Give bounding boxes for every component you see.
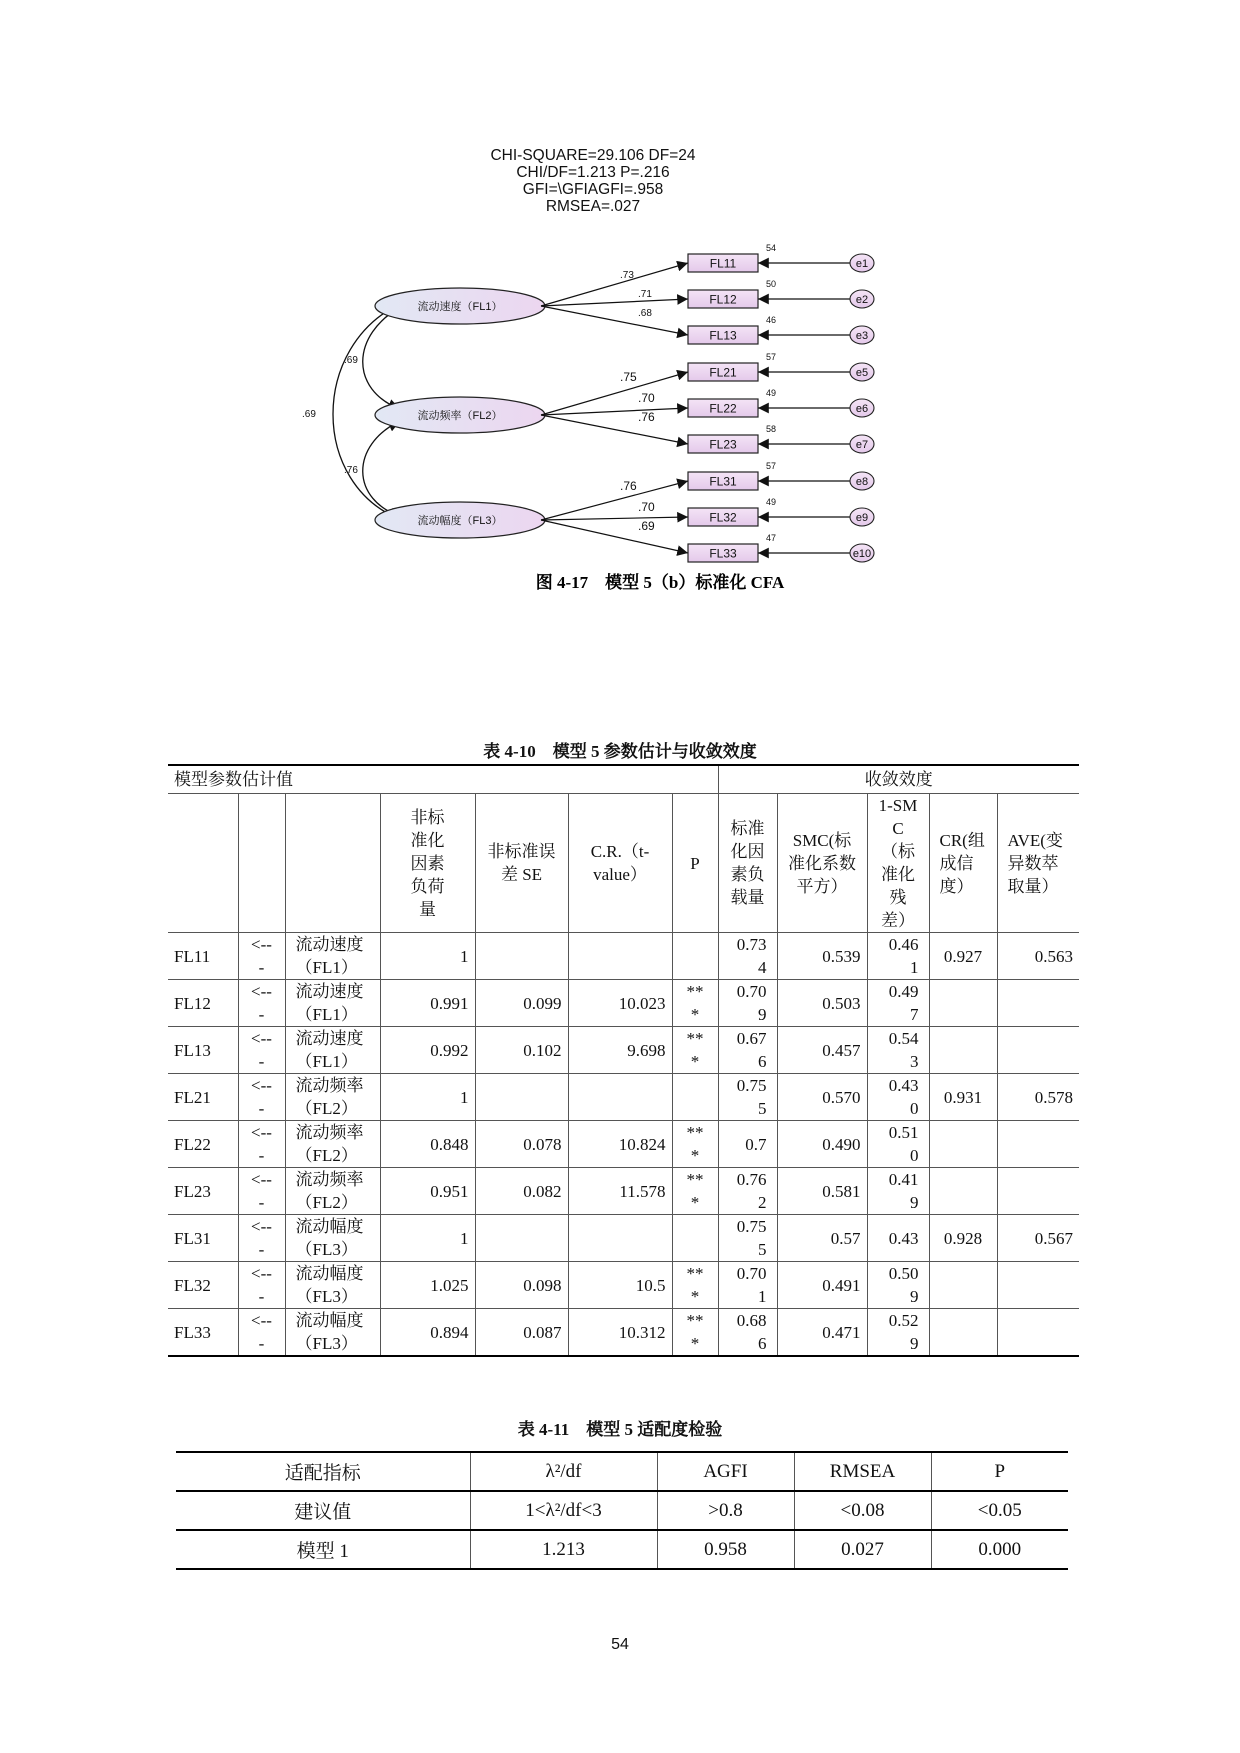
cell-factor: 流动幅度（FL3）	[285, 1215, 380, 1262]
header-ave: AVE(变异数萃取量）	[997, 794, 1079, 933]
cfa-diagram	[302, 147, 1000, 645]
cell-factor: 流动频率（FL2）	[285, 1168, 380, 1215]
error-label: e1	[855, 258, 869, 270]
loading-path	[541, 306, 688, 335]
loading-label: .69	[638, 519, 655, 533]
table-row	[168, 1309, 1079, 1357]
r-squared-label: 46	[766, 315, 777, 325]
cell-est: 0.992	[380, 1027, 475, 1074]
indicator-label: FL23	[709, 437, 737, 452]
error-label: e10	[852, 548, 872, 560]
loading-label: .68	[638, 308, 652, 319]
cell-est: 0.991	[380, 980, 475, 1027]
cell-ave	[997, 980, 1079, 1027]
table-row	[168, 1074, 1079, 1121]
corr-fl1-fl2-label: .69	[344, 355, 358, 366]
table-row	[168, 980, 1079, 1027]
cell-one-smc: 0.497	[867, 980, 929, 1027]
cell-smc: 0.491	[777, 1262, 867, 1309]
cell-p	[672, 933, 718, 980]
fit-cell: 0.000	[931, 1530, 1068, 1569]
error-label: e8	[855, 476, 869, 488]
cell-std: 0.676	[718, 1027, 777, 1074]
cell-arrow: <---	[238, 1168, 285, 1215]
loading-label: .70	[638, 500, 655, 514]
cell-smc: 0.539	[777, 933, 867, 980]
cell-cr2	[929, 980, 997, 1027]
loading-path	[541, 481, 688, 520]
table-row	[168, 933, 1079, 980]
fit-cell: 1.213	[470, 1530, 657, 1569]
cell-one-smc: 0.430	[867, 1074, 929, 1121]
latent-label: 流动频率（FL2）	[417, 410, 503, 422]
loading-path	[541, 517, 688, 520]
cell-cr: 9.698	[568, 1027, 672, 1074]
cell-est: 1	[380, 933, 475, 980]
r-squared-label: 57	[766, 461, 777, 471]
latent-label: 流动幅度（FL3）	[417, 515, 503, 527]
cell-ave	[997, 1027, 1079, 1074]
cell-item: FL11	[168, 933, 238, 980]
fit-cell: >0.8	[657, 1491, 794, 1530]
cell-p: ***	[672, 1168, 718, 1215]
cell-arrow: <---	[238, 933, 285, 980]
loading-label: .76	[638, 410, 655, 424]
cell-std: 0.7	[718, 1121, 777, 1168]
indicator-label: FL11	[709, 256, 737, 271]
cell-ave: 0.563	[997, 933, 1079, 980]
cell-item: FL22	[168, 1121, 238, 1168]
cell-se: 0.102	[475, 1027, 568, 1074]
group-header-convergence: 收敛效度	[718, 765, 1079, 794]
error-label: e9	[855, 512, 869, 524]
cell-cr2	[929, 1121, 997, 1168]
header-std-loading: 标准化因素负载量	[718, 794, 777, 933]
table-row	[168, 1027, 1079, 1074]
error-label: e7	[855, 439, 869, 451]
cell-item: FL33	[168, 1309, 238, 1357]
cell-factor: 流动频率（FL2）	[285, 1121, 380, 1168]
cell-one-smc: 0.509	[867, 1262, 929, 1309]
indicator-label: FL31	[709, 474, 737, 489]
cell-one-smc: 0.510	[867, 1121, 929, 1168]
cell-std: 0.755	[718, 1215, 777, 1262]
cell-smc: 0.570	[777, 1074, 867, 1121]
cell-se: 0.087	[475, 1309, 568, 1357]
cell-cr	[568, 1074, 672, 1121]
cell-se: 0.082	[475, 1168, 568, 1215]
fit-cell: 模型 1	[176, 1530, 470, 1569]
cell-cr2: 0.927	[929, 933, 997, 980]
fit-header-cell: P	[931, 1452, 1068, 1491]
cell-arrow: <---	[238, 1027, 285, 1074]
header-p: P	[672, 794, 718, 933]
cell-factor: 流动频率（FL2）	[285, 1074, 380, 1121]
fit-header-cell: RMSEA	[794, 1452, 931, 1491]
cell-one-smc: 0.419	[867, 1168, 929, 1215]
error-label: e6	[855, 403, 869, 415]
cell-factor: 流动幅度（FL3）	[285, 1309, 380, 1357]
cell-p: ***	[672, 1027, 718, 1074]
cell-smc: 0.471	[777, 1309, 867, 1357]
loading-label: .75	[620, 370, 637, 384]
indicator-label: FL32	[709, 510, 737, 525]
cell-cr	[568, 1215, 672, 1262]
cell-ave	[997, 1168, 1079, 1215]
error-label: e5	[855, 367, 869, 379]
table-row	[168, 1215, 1079, 1262]
cell-cr: 10.023	[568, 980, 672, 1027]
correlation-arrow-fl1-fl2	[363, 306, 402, 409]
table-row	[176, 1530, 1068, 1569]
fit-header-cell: λ²/df	[470, 1452, 657, 1491]
r-squared-label: 54	[766, 243, 777, 253]
fit-stat-line: GFI=\GFIAGFI=.958	[522, 181, 664, 198]
r-squared-label: 58	[766, 424, 777, 434]
fit-cell: 0.027	[794, 1530, 931, 1569]
cell-arrow: <---	[238, 1215, 285, 1262]
cell-arrow: <---	[238, 1121, 285, 1168]
indicator-label: FL33	[709, 546, 737, 561]
page-number: 54	[611, 1636, 629, 1653]
cell-cr: 10.5	[568, 1262, 672, 1309]
header-cr: CR(组成信度）	[929, 794, 997, 933]
cell-item: FL12	[168, 980, 238, 1027]
cell-ave: 0.578	[997, 1074, 1079, 1121]
indicator-label: FL22	[709, 401, 737, 416]
loading-label: .70	[638, 391, 655, 405]
cell-ave: 0.567	[997, 1215, 1079, 1262]
header-smc: SMC(标准化系数平方）	[777, 794, 867, 933]
cell-smc: 0.57	[777, 1215, 867, 1262]
cell-item: FL13	[168, 1027, 238, 1074]
cell-cr2	[929, 1262, 997, 1309]
fit-header-cell: 适配指标	[176, 1452, 470, 1491]
loading-label: .76	[620, 479, 637, 493]
table-4-10-caption: 表 4-10 模型 5 参数估计与收敛效度	[483, 742, 757, 761]
cell-p	[672, 1074, 718, 1121]
cell-item: FL23	[168, 1168, 238, 1215]
cell-est: 0.848	[380, 1121, 475, 1168]
table-row	[168, 1168, 1079, 1215]
cell-est: 1	[380, 1074, 475, 1121]
cell-se	[475, 1074, 568, 1121]
cell-se	[475, 933, 568, 980]
cell-cr2	[929, 1027, 997, 1074]
cell-std: 0.709	[718, 980, 777, 1027]
cell-se	[475, 1215, 568, 1262]
cell-arrow: <---	[238, 1262, 285, 1309]
r-squared-label: 57	[766, 352, 777, 362]
table-row	[168, 1262, 1079, 1309]
indicator-label: FL21	[709, 365, 737, 380]
r-squared-label: 49	[766, 497, 777, 507]
cell-item: FL32	[168, 1262, 238, 1309]
cell-factor: 流动速度（FL1）	[285, 980, 380, 1027]
cell-smc: 0.503	[777, 980, 867, 1027]
correlation-arrow-fl2-fl3	[363, 421, 402, 517]
cell-cr: 10.312	[568, 1309, 672, 1357]
cell-ave	[997, 1262, 1079, 1309]
cell-smc: 0.490	[777, 1121, 867, 1168]
cell-cr: 11.578	[568, 1168, 672, 1215]
cell-cr: 10.824	[568, 1121, 672, 1168]
table-4-10	[168, 764, 1079, 1357]
cell-p: ***	[672, 1262, 718, 1309]
fit-cell: 0.958	[657, 1530, 794, 1569]
cell-ave	[997, 1309, 1079, 1357]
table-row	[168, 1121, 1079, 1168]
cell-se: 0.098	[475, 1262, 568, 1309]
cell-std: 0.755	[718, 1074, 777, 1121]
corr-fl2-fl3-label: .76	[344, 465, 358, 476]
loading-label: .73	[620, 270, 634, 281]
fit-stat-line: CHI-SQUARE=29.106 DF=24	[490, 147, 696, 164]
cell-cr2	[929, 1309, 997, 1357]
loading-path	[541, 415, 688, 444]
cell-arrow: <---	[238, 1309, 285, 1357]
group-header-params: 模型参数估计值	[168, 765, 718, 794]
cell-se: 0.099	[475, 980, 568, 1027]
cell-cr	[568, 933, 672, 980]
cell-std: 0.734	[718, 933, 777, 980]
fit-cell: 1<λ²/df<3	[470, 1491, 657, 1530]
error-label: e3	[855, 330, 869, 342]
cell-item: FL21	[168, 1074, 238, 1121]
cfa-svg	[302, 147, 1000, 645]
header-cr-tvalue: C.R.（t-value）	[568, 794, 672, 933]
cell-p: ***	[672, 1121, 718, 1168]
cell-smc: 0.457	[777, 1027, 867, 1074]
cell-item: FL31	[168, 1215, 238, 1262]
cell-factor: 流动速度（FL1）	[285, 933, 380, 980]
cell-one-smc: 0.43	[867, 1215, 929, 1262]
cell-cr2	[929, 1168, 997, 1215]
cell-std: 0.686	[718, 1309, 777, 1357]
r-squared-label: 50	[766, 279, 777, 289]
cell-one-smc: 0.461	[867, 933, 929, 980]
cell-std: 0.701	[718, 1262, 777, 1309]
cell-p: ***	[672, 1309, 718, 1357]
cell-std: 0.762	[718, 1168, 777, 1215]
r-squared-label: 47	[766, 533, 777, 543]
cell-est: 1.025	[380, 1262, 475, 1309]
r-squared-label: 49	[766, 388, 777, 398]
corr-fl1-fl3-label: .69	[302, 409, 316, 420]
cell-cr2: 0.931	[929, 1074, 997, 1121]
cell-one-smc: 0.529	[867, 1309, 929, 1357]
loading-label: .71	[638, 289, 652, 300]
error-label: e2	[855, 294, 869, 306]
table-row	[176, 1491, 1068, 1530]
cell-factor: 流动速度（FL1）	[285, 1027, 380, 1074]
fit-stat-line: RMSEA=.027	[545, 198, 641, 215]
cell-est: 0.894	[380, 1309, 475, 1357]
table-row	[176, 1452, 1068, 1491]
indicator-label: FL12	[709, 292, 737, 307]
indicator-label: FL13	[709, 328, 737, 343]
fit-header-cell: AGFI	[657, 1452, 794, 1491]
cell-se: 0.078	[475, 1121, 568, 1168]
cell-smc: 0.581	[777, 1168, 867, 1215]
figure-caption: 图 4-17 模型 5（b）标准化 CFA	[535, 573, 785, 592]
cell-arrow: <---	[238, 980, 285, 1027]
fit-cell: 建议值	[176, 1491, 470, 1530]
cell-factor: 流动幅度（FL3）	[285, 1262, 380, 1309]
header-se: 非标准误差 SE	[475, 794, 568, 933]
cell-ave	[997, 1121, 1079, 1168]
fit-stat-line: CHI/DF=1.213 P=.216	[516, 164, 670, 181]
cell-p: ***	[672, 980, 718, 1027]
fit-cell: <0.08	[794, 1491, 931, 1530]
cell-cr2: 0.928	[929, 1215, 997, 1262]
fit-cell: <0.05	[931, 1491, 1068, 1530]
table-4-11	[176, 1451, 1068, 1570]
cell-arrow: <---	[238, 1074, 285, 1121]
header-one-minus-smc: 1-SMC（标准化残差）	[867, 794, 929, 933]
table-4-11-caption: 表 4-11 模型 5 适配度检验	[517, 1420, 723, 1439]
loading-path	[541, 520, 688, 553]
latent-label: 流动速度（FL1）	[417, 301, 503, 313]
cell-p	[672, 1215, 718, 1262]
cell-est: 1	[380, 1215, 475, 1262]
header-unstd-loading: 非标准化因素负荷量	[380, 794, 475, 933]
cell-est: 0.951	[380, 1168, 475, 1215]
cell-one-smc: 0.543	[867, 1027, 929, 1074]
